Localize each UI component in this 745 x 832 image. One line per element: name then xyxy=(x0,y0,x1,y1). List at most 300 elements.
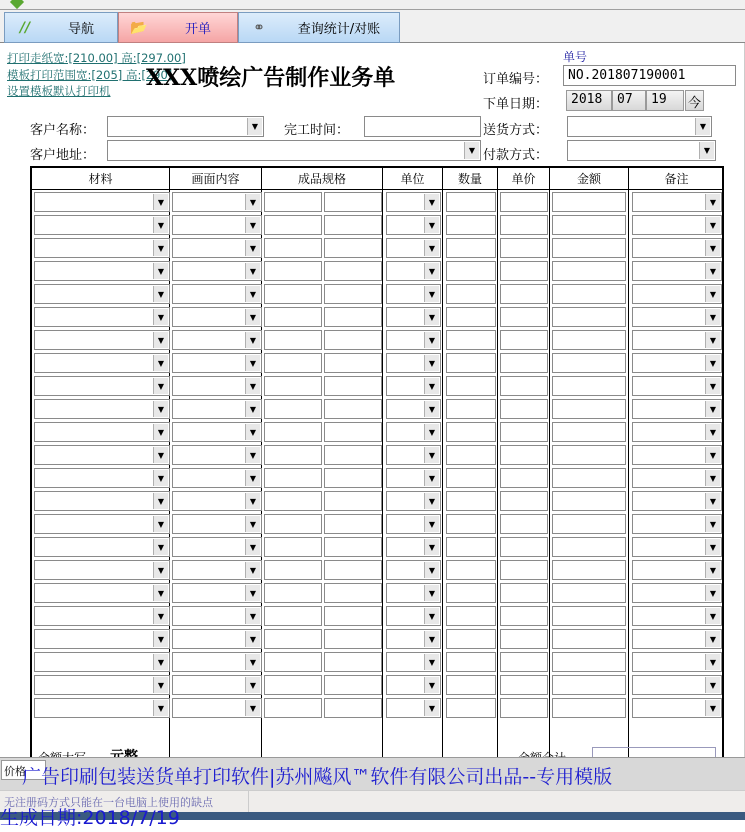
cell-select[interactable] xyxy=(632,491,722,511)
cell-select[interactable] xyxy=(34,583,170,603)
cell-input[interactable] xyxy=(324,284,382,304)
cell-select[interactable] xyxy=(632,698,722,718)
cell-select[interactable] xyxy=(632,284,722,304)
chevron-down-icon: ▼ xyxy=(153,240,168,256)
cell-select[interactable] xyxy=(34,514,170,534)
cell-input[interactable] xyxy=(552,675,626,695)
chevron-down-icon: ▼ xyxy=(153,401,168,417)
column-header: 数量 xyxy=(443,168,498,190)
chevron-down-icon: ▼ xyxy=(153,424,168,440)
cell-input[interactable] xyxy=(500,376,548,396)
cell-select[interactable] xyxy=(172,284,262,304)
cell-input[interactable] xyxy=(446,445,496,465)
cell-input[interactable] xyxy=(500,445,548,465)
cell-input[interactable] xyxy=(324,192,382,212)
chevron-down-icon: ▼ xyxy=(245,654,260,670)
chevron-down-icon: ▼ xyxy=(153,447,168,463)
cell-input[interactable] xyxy=(552,698,626,718)
cell-input[interactable] xyxy=(264,468,322,488)
cell-input[interactable] xyxy=(500,468,548,488)
cell-input[interactable] xyxy=(446,629,496,649)
cell-input[interactable] xyxy=(500,307,548,327)
cell-select[interactable] xyxy=(386,238,441,258)
cell-select[interactable] xyxy=(172,606,262,626)
cell-select[interactable] xyxy=(386,537,441,557)
chevron-down-icon: ▼ xyxy=(245,493,260,509)
chevron-down-icon: ▼ xyxy=(153,539,168,555)
generated-date: 生成日期:2018/7/19 xyxy=(0,807,180,829)
chevron-down-icon: ▼ xyxy=(705,608,720,624)
cell-input[interactable] xyxy=(500,606,548,626)
cell-input[interactable] xyxy=(552,353,626,373)
cell-select[interactable] xyxy=(632,468,722,488)
cell-select[interactable] xyxy=(386,376,441,396)
cell-input[interactable] xyxy=(264,215,322,235)
cell-input[interactable] xyxy=(500,652,548,672)
cell-select[interactable] xyxy=(34,399,170,419)
cell-input[interactable] xyxy=(552,192,626,212)
cell-select[interactable] xyxy=(172,238,262,258)
chevron-down-icon: ▼ xyxy=(705,378,720,394)
cell-input[interactable] xyxy=(446,675,496,695)
top-strip xyxy=(0,0,745,10)
cell-select[interactable] xyxy=(34,652,170,672)
cell-select[interactable] xyxy=(34,606,170,626)
chevron-down-icon: ▼ xyxy=(424,263,439,279)
chevron-down-icon: ▼ xyxy=(705,263,720,279)
cell-select[interactable] xyxy=(172,353,262,373)
chevron-down-icon: ▼ xyxy=(424,608,439,624)
cell-select[interactable] xyxy=(34,307,170,327)
cell-input[interactable] xyxy=(446,215,496,235)
chevron-down-icon: ▼ xyxy=(245,585,260,601)
cell-input[interactable] xyxy=(324,468,382,488)
cell-select[interactable] xyxy=(172,330,262,350)
cell-input[interactable] xyxy=(264,192,322,212)
cell-select[interactable] xyxy=(34,284,170,304)
finish-time-field[interactable] xyxy=(364,116,481,137)
cell-input[interactable] xyxy=(264,583,322,603)
cell-input[interactable] xyxy=(324,422,382,442)
chevron-down-icon: ▼ xyxy=(245,217,260,233)
chevron-down-icon: ▼ xyxy=(245,332,260,348)
chevron-down-icon: ▼ xyxy=(705,447,720,463)
cell-input[interactable] xyxy=(446,376,496,396)
cell-select[interactable] xyxy=(34,330,170,350)
cell-input[interactable] xyxy=(552,422,626,442)
cell-input[interactable] xyxy=(446,514,496,534)
tab-new-order[interactable]: 📂 开单 xyxy=(118,12,238,43)
cell-input[interactable] xyxy=(446,698,496,718)
cell-select[interactable] xyxy=(632,560,722,580)
day-select[interactable]: 19 xyxy=(646,90,684,111)
cell-input[interactable] xyxy=(500,261,548,281)
chevron-down-icon: ▼ xyxy=(153,493,168,509)
cell-input[interactable] xyxy=(446,606,496,626)
cell-select[interactable] xyxy=(386,215,441,235)
cell-input[interactable] xyxy=(500,353,548,373)
cell-select[interactable] xyxy=(386,675,441,695)
chevron-down-icon: ▼ xyxy=(705,217,720,233)
cell-select[interactable] xyxy=(386,468,441,488)
cell-input[interactable] xyxy=(324,537,382,557)
chevron-down-icon: ▼ xyxy=(705,309,720,325)
cell-input[interactable] xyxy=(446,468,496,488)
cell-input[interactable] xyxy=(446,560,496,580)
cell-input[interactable] xyxy=(552,399,626,419)
cell-select[interactable] xyxy=(172,445,262,465)
cell-input[interactable] xyxy=(552,284,626,304)
cell-input[interactable] xyxy=(552,629,626,649)
chevron-down-icon: ▼ xyxy=(153,309,168,325)
cell-input[interactable] xyxy=(324,399,382,419)
chevron-down-icon: ▼ xyxy=(245,355,260,371)
chevron-down-icon: ▼ xyxy=(705,194,720,210)
chevron-down-icon: ▼ xyxy=(424,677,439,693)
cell-input[interactable] xyxy=(500,284,548,304)
cell-select[interactable] xyxy=(386,606,441,626)
cell-input[interactable] xyxy=(500,514,548,534)
cell-input[interactable] xyxy=(500,330,548,350)
cell-select[interactable] xyxy=(172,307,262,327)
chevron-down-icon: ▼ xyxy=(705,654,720,670)
chevron-down-icon: ▼ xyxy=(695,118,710,135)
cell-input[interactable] xyxy=(552,560,626,580)
cell-select[interactable] xyxy=(172,192,262,212)
cell-select[interactable] xyxy=(34,698,170,718)
cell-input[interactable] xyxy=(264,629,322,649)
cell-select[interactable] xyxy=(34,215,170,235)
status-text: 无注册码方式只能在一台电脑上使用的缺点 xyxy=(4,796,213,809)
cell-input[interactable] xyxy=(264,606,322,626)
cell-select[interactable] xyxy=(632,307,722,327)
cell-input[interactable] xyxy=(324,560,382,580)
cell-select[interactable] xyxy=(34,629,170,649)
cell-input[interactable] xyxy=(324,491,382,511)
cell-select[interactable] xyxy=(34,560,170,580)
cell-select[interactable] xyxy=(632,215,722,235)
cell-input[interactable] xyxy=(264,238,322,258)
cell-input[interactable] xyxy=(500,583,548,603)
chevron-down-icon: ▼ xyxy=(153,286,168,302)
chevron-down-icon: ▼ xyxy=(245,677,260,693)
cell-input[interactable] xyxy=(446,330,496,350)
cell-select[interactable] xyxy=(632,330,722,350)
cell-input[interactable] xyxy=(500,192,548,212)
cell-select[interactable] xyxy=(34,192,170,212)
chevron-down-icon: ▼ xyxy=(153,631,168,647)
chevron-down-icon: ▼ xyxy=(247,118,262,135)
cell-input[interactable] xyxy=(324,353,382,373)
chevron-down-icon: ▼ xyxy=(705,516,720,532)
cell-select[interactable] xyxy=(632,537,722,557)
cell-input[interactable] xyxy=(500,422,548,442)
cell-select[interactable] xyxy=(34,238,170,258)
cell-input[interactable] xyxy=(500,698,548,718)
cell-select[interactable] xyxy=(632,192,722,212)
payment-select[interactable] xyxy=(567,140,716,161)
chevron-down-icon: ▼ xyxy=(424,470,439,486)
cell-input[interactable] xyxy=(324,330,382,350)
cell-input[interactable] xyxy=(324,583,382,603)
chevron-down-icon: ▼ xyxy=(153,585,168,601)
cell-input[interactable] xyxy=(324,652,382,672)
payment-label: 付款方式： xyxy=(483,148,549,163)
today-button[interactable]: 今 xyxy=(685,90,704,111)
cell-input[interactable] xyxy=(324,629,382,649)
cell-input[interactable] xyxy=(500,675,548,695)
cell-select[interactable] xyxy=(386,491,441,511)
chevron-down-icon: ▼ xyxy=(705,493,720,509)
page-title: XXX喷绘广告制作业务单 xyxy=(146,65,396,91)
cell-select[interactable] xyxy=(386,514,441,534)
cell-select[interactable] xyxy=(632,652,722,672)
cell-input[interactable] xyxy=(552,261,626,281)
cell-select[interactable] xyxy=(632,238,722,258)
cell-input[interactable] xyxy=(500,215,548,235)
cell-select[interactable] xyxy=(386,192,441,212)
column-header: 金额 xyxy=(550,168,629,190)
cell-select[interactable] xyxy=(632,445,722,465)
cell-input[interactable] xyxy=(552,514,626,534)
chevron-down-icon: ▼ xyxy=(424,700,439,716)
customer-addr-select[interactable] xyxy=(107,140,481,161)
delivery-label: 送货方式： xyxy=(483,123,549,138)
cell-select[interactable] xyxy=(386,284,441,304)
cell-select[interactable] xyxy=(172,491,262,511)
chevron-down-icon: ▼ xyxy=(153,194,168,210)
cell-input[interactable] xyxy=(446,422,496,442)
cell-input[interactable] xyxy=(500,238,548,258)
cell-input[interactable] xyxy=(552,330,626,350)
cell-select[interactable] xyxy=(172,468,262,488)
cell-select[interactable] xyxy=(34,422,170,442)
month-select[interactable]: 07 xyxy=(612,90,646,111)
cell-select[interactable] xyxy=(386,422,441,442)
cell-input[interactable] xyxy=(264,261,322,281)
cell-input[interactable] xyxy=(264,376,322,396)
tab-query-stats[interactable]: ⚭ 查询统计/对账 xyxy=(238,12,400,43)
cell-input[interactable] xyxy=(324,675,382,695)
chevron-down-icon: ▼ xyxy=(245,263,260,279)
chevron-down-icon: ▼ xyxy=(705,470,720,486)
cell-input[interactable] xyxy=(446,238,496,258)
cell-select[interactable] xyxy=(632,353,722,373)
cell-select[interactable] xyxy=(386,652,441,672)
cell-select[interactable] xyxy=(386,307,441,327)
tab-nav[interactable]: // 导航 xyxy=(4,12,118,43)
chevron-down-icon: ▼ xyxy=(245,470,260,486)
year-select[interactable]: 2018 xyxy=(566,90,612,111)
cell-input[interactable] xyxy=(324,514,382,534)
folder-open-icon: 📂 xyxy=(130,19,148,36)
cell-input[interactable] xyxy=(446,307,496,327)
cell-select[interactable] xyxy=(386,330,441,350)
order-no-field[interactable]: NO.201807190001 xyxy=(563,65,736,86)
cell-input[interactable] xyxy=(264,652,322,672)
print-range-link[interactable]: 模板打印范围宽:[205] 高:[290] xyxy=(7,68,173,82)
cell-select[interactable] xyxy=(386,560,441,580)
cell-select[interactable] xyxy=(632,422,722,442)
chevron-down-icon: ▼ xyxy=(705,677,720,693)
cell-input[interactable] xyxy=(552,445,626,465)
cell-select[interactable] xyxy=(172,583,262,603)
cell-input[interactable] xyxy=(446,537,496,557)
cell-select[interactable] xyxy=(386,353,441,373)
cell-input[interactable] xyxy=(552,652,626,672)
cell-select[interactable] xyxy=(34,537,170,557)
cell-select[interactable] xyxy=(172,514,262,534)
cell-select[interactable] xyxy=(172,376,262,396)
set-printer-link[interactable]: 设置模板默认打印机 xyxy=(7,84,111,98)
cell-input[interactable] xyxy=(446,261,496,281)
cell-select[interactable] xyxy=(632,675,722,695)
cell-input[interactable] xyxy=(552,606,626,626)
chevron-down-icon: ▼ xyxy=(245,700,260,716)
cell-input[interactable] xyxy=(324,261,382,281)
cell-select[interactable] xyxy=(386,445,441,465)
cell-input[interactable] xyxy=(324,238,382,258)
cell-input[interactable] xyxy=(552,537,626,557)
cell-input[interactable] xyxy=(264,537,322,557)
cell-input[interactable] xyxy=(446,399,496,419)
cell-select[interactable] xyxy=(632,606,722,626)
cell-input[interactable] xyxy=(552,491,626,511)
chevron-down-icon: ▼ xyxy=(153,355,168,371)
cell-input[interactable] xyxy=(264,698,322,718)
cell-select[interactable] xyxy=(172,629,262,649)
cell-input[interactable] xyxy=(324,376,382,396)
chevron-down-icon: ▼ xyxy=(705,355,720,371)
cell-input[interactable] xyxy=(500,491,548,511)
column-header: 材料 xyxy=(32,168,170,190)
cell-select[interactable] xyxy=(632,376,722,396)
cell-input[interactable] xyxy=(500,399,548,419)
cell-input[interactable] xyxy=(446,491,496,511)
cell-input[interactable] xyxy=(264,422,322,442)
cell-input[interactable] xyxy=(446,652,496,672)
chevron-down-icon: ▼ xyxy=(424,654,439,670)
cell-input[interactable] xyxy=(324,215,382,235)
chevron-down-icon: ▼ xyxy=(245,424,260,440)
cell-select[interactable] xyxy=(172,537,262,557)
cell-select[interactable] xyxy=(386,261,441,281)
cell-input[interactable] xyxy=(500,560,548,580)
cell-input[interactable] xyxy=(264,307,322,327)
cell-input[interactable] xyxy=(552,215,626,235)
cell-select[interactable] xyxy=(34,445,170,465)
cell-input[interactable] xyxy=(446,284,496,304)
customer-name-label: 客户名称： xyxy=(30,123,96,138)
binoculars-icon: ⚭ xyxy=(253,19,265,36)
cell-select[interactable] xyxy=(172,675,262,695)
paper-size-link[interactable]: 打印走纸宽:[210.00] 高:[297.00] xyxy=(7,51,186,65)
cell-select[interactable] xyxy=(34,491,170,511)
cell-input[interactable] xyxy=(324,445,382,465)
cell-input[interactable] xyxy=(264,514,322,534)
chevron-down-icon: ▼ xyxy=(705,332,720,348)
chevron-down-icon: ▼ xyxy=(424,631,439,647)
chevron-down-icon: ▼ xyxy=(424,378,439,394)
cell-input[interactable] xyxy=(264,445,322,465)
chevron-down-icon: ▼ xyxy=(245,194,260,210)
cell-select[interactable] xyxy=(632,261,722,281)
cell-select[interactable] xyxy=(632,399,722,419)
cell-select[interactable] xyxy=(172,215,262,235)
cell-select[interactable] xyxy=(632,583,722,603)
cell-select[interactable] xyxy=(34,376,170,396)
cell-select[interactable] xyxy=(632,629,722,649)
chevron-down-icon: ▼ xyxy=(245,286,260,302)
items-table xyxy=(30,166,724,766)
chevron-down-icon: ▼ xyxy=(424,516,439,532)
cell-input[interactable] xyxy=(324,698,382,718)
finish-time-label: 完工时间： xyxy=(284,123,350,138)
cell-select[interactable] xyxy=(34,468,170,488)
cell-input[interactable] xyxy=(552,307,626,327)
cell-select[interactable] xyxy=(172,698,262,718)
cell-select[interactable] xyxy=(34,675,170,695)
chevron-down-icon: ▼ xyxy=(424,401,439,417)
cell-select[interactable] xyxy=(632,514,722,534)
cell-select[interactable] xyxy=(172,560,262,580)
cell-select[interactable] xyxy=(172,652,262,672)
cell-input[interactable] xyxy=(552,468,626,488)
cell-select[interactable] xyxy=(34,261,170,281)
cell-input[interactable] xyxy=(500,629,548,649)
chevron-down-icon: ▼ xyxy=(153,516,168,532)
order-no-caption: 单号 xyxy=(563,50,588,64)
cell-input[interactable] xyxy=(324,606,382,626)
chevron-down-icon: ▼ xyxy=(245,401,260,417)
cell-input[interactable] xyxy=(446,353,496,373)
chevron-down-icon: ▼ xyxy=(153,332,168,348)
main-tabbar xyxy=(0,10,745,43)
cell-input[interactable] xyxy=(264,491,322,511)
tab-price[interactable]: 价格 xyxy=(1,760,46,780)
chevron-down-icon: ▼ xyxy=(705,700,720,716)
cell-select[interactable] xyxy=(172,261,262,281)
cell-select[interactable] xyxy=(386,399,441,419)
cell-input[interactable] xyxy=(552,238,626,258)
cell-input[interactable] xyxy=(264,353,322,373)
cell-select[interactable] xyxy=(386,698,441,718)
cell-input[interactable] xyxy=(552,376,626,396)
column-header: 单价 xyxy=(498,168,550,190)
cell-select[interactable] xyxy=(386,583,441,603)
cell-select[interactable] xyxy=(172,422,262,442)
cell-select[interactable] xyxy=(172,399,262,419)
nav-icon: // xyxy=(19,19,31,36)
cell-select[interactable] xyxy=(386,629,441,649)
customer-name-select[interactable] xyxy=(107,116,264,137)
chevron-down-icon: ▼ xyxy=(705,562,720,578)
cell-input[interactable] xyxy=(264,560,322,580)
delivery-select[interactable] xyxy=(567,116,712,137)
cell-input[interactable] xyxy=(500,537,548,557)
chevron-down-icon: ▼ xyxy=(424,539,439,555)
chevron-down-icon: ▼ xyxy=(153,562,168,578)
cell-input[interactable] xyxy=(324,307,382,327)
cell-input[interactable] xyxy=(446,192,496,212)
cell-input[interactable] xyxy=(264,330,322,350)
cell-input[interactable] xyxy=(446,583,496,603)
cell-input[interactable] xyxy=(264,675,322,695)
cell-input[interactable] xyxy=(264,399,322,419)
cell-input[interactable] xyxy=(264,284,322,304)
cell-select[interactable] xyxy=(34,353,170,373)
cell-input[interactable] xyxy=(552,583,626,603)
